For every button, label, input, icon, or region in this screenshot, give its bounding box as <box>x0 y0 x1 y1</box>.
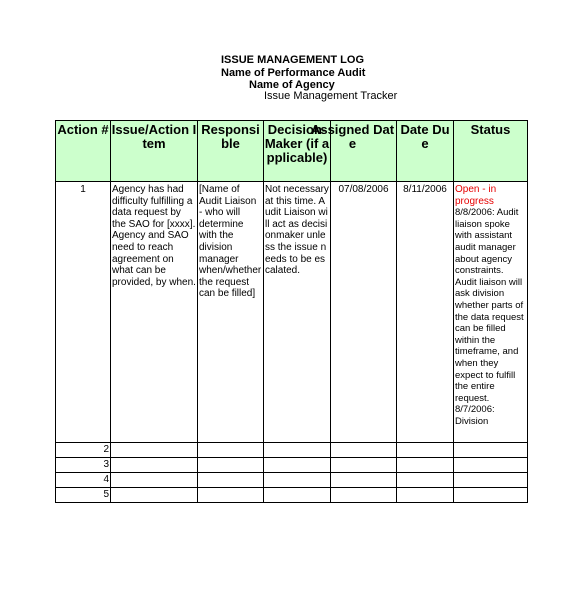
cell-date-due[interactable]: 8/11/2006 <box>397 182 454 443</box>
cell-issue[interactable] <box>111 443 198 458</box>
cell-status[interactable] <box>454 473 528 488</box>
table-row <box>56 473 528 488</box>
cell-assigned-date[interactable] <box>331 488 397 503</box>
cell-assigned-date[interactable] <box>331 473 397 488</box>
col-header-action-number[interactable]: Action # <box>56 121 111 182</box>
col-header-date-due[interactable]: Date Due <box>397 121 454 182</box>
cell-status[interactable] <box>454 182 528 443</box>
cell-date-due[interactable] <box>397 443 454 458</box>
cell-responsible[interactable] <box>198 458 264 473</box>
table-row <box>56 182 528 443</box>
cell-date-due[interactable] <box>397 458 454 473</box>
cell-decision-maker[interactable] <box>264 473 331 488</box>
table-row <box>56 443 528 458</box>
cell-status[interactable] <box>454 458 528 473</box>
cell-date-due[interactable] <box>397 488 454 503</box>
issue-log-table <box>55 120 528 503</box>
col-header-issue[interactable]: Issue/Action Item <box>111 121 198 182</box>
cell-responsible[interactable] <box>198 488 264 503</box>
status-flag: Open - in progress <box>455 184 497 207</box>
cell-decision-maker[interactable]: Not necessary at this time. Audit Liaison will act as decisionmaker unless the issue needs to be escalated. <box>264 182 331 443</box>
cell-assigned-date[interactable]: 07/08/2006 <box>331 182 397 443</box>
cell-responsible[interactable] <box>198 443 264 458</box>
cell-status[interactable] <box>454 488 528 503</box>
col-header-assigned-date[interactable] <box>310 121 397 182</box>
cell-status[interactable] <box>454 443 528 458</box>
table-row <box>56 488 528 503</box>
cell-issue[interactable] <box>111 473 198 488</box>
audit-name: Name of Performance Audit <box>221 67 366 79</box>
cell-assigned-date[interactable] <box>331 443 397 458</box>
cell-responsible[interactable] <box>198 473 264 488</box>
cell-decision-maker[interactable] <box>264 443 331 458</box>
agency-name: Name of Agency <box>249 79 335 91</box>
cell-action-number[interactable]: 2 <box>56 443 111 458</box>
cell-action-number[interactable]: 4 <box>56 473 111 488</box>
cell-action-number[interactable]: 3 <box>56 458 111 473</box>
cell-issue[interactable]: Agency has had difficulty fulfilling a data request by the SAO for [xxxx]. Agency and SAO need to reach agreement on what can be provided, by when. <box>111 182 198 443</box>
cell-decision-maker[interactable] <box>264 458 331 473</box>
tracker-label: Issue Management Tracker <box>264 90 398 102</box>
table-row <box>56 458 528 473</box>
header-row <box>56 121 528 182</box>
cell-date-due[interactable] <box>397 473 454 488</box>
assigned-date-text: Assigned Date <box>310 122 395 151</box>
status-notes: 8/8/2006: Audit liaison spoke with assistant audit manager about agency constraints. Audit liaison will ask division whether parts of the data request can be filled within the timeframe, and when they expect to fulfill the entire request. 8/7/2006: Division <box>455 207 524 427</box>
cell-assigned-date[interactable] <box>331 458 397 473</box>
col-header-decision-maker[interactable]: Decision-Maker (if applicable) <box>264 121 331 182</box>
col-header-status[interactable]: Status <box>454 121 528 182</box>
cell-decision-maker[interactable] <box>264 488 331 503</box>
cell-action-number[interactable]: 5 <box>56 488 111 503</box>
cell-issue[interactable] <box>111 458 198 473</box>
cell-responsible[interactable]: [Name of Audit Liaison - who will determine with the division manager when/whether the request can be filled] <box>198 182 264 443</box>
cell-issue[interactable] <box>111 488 198 503</box>
log-title: ISSUE MANAGEMENT LOG <box>221 54 365 66</box>
col-header-responsible[interactable]: Responsible <box>198 121 264 182</box>
cell-action-number[interactable]: 1 <box>56 182 111 443</box>
